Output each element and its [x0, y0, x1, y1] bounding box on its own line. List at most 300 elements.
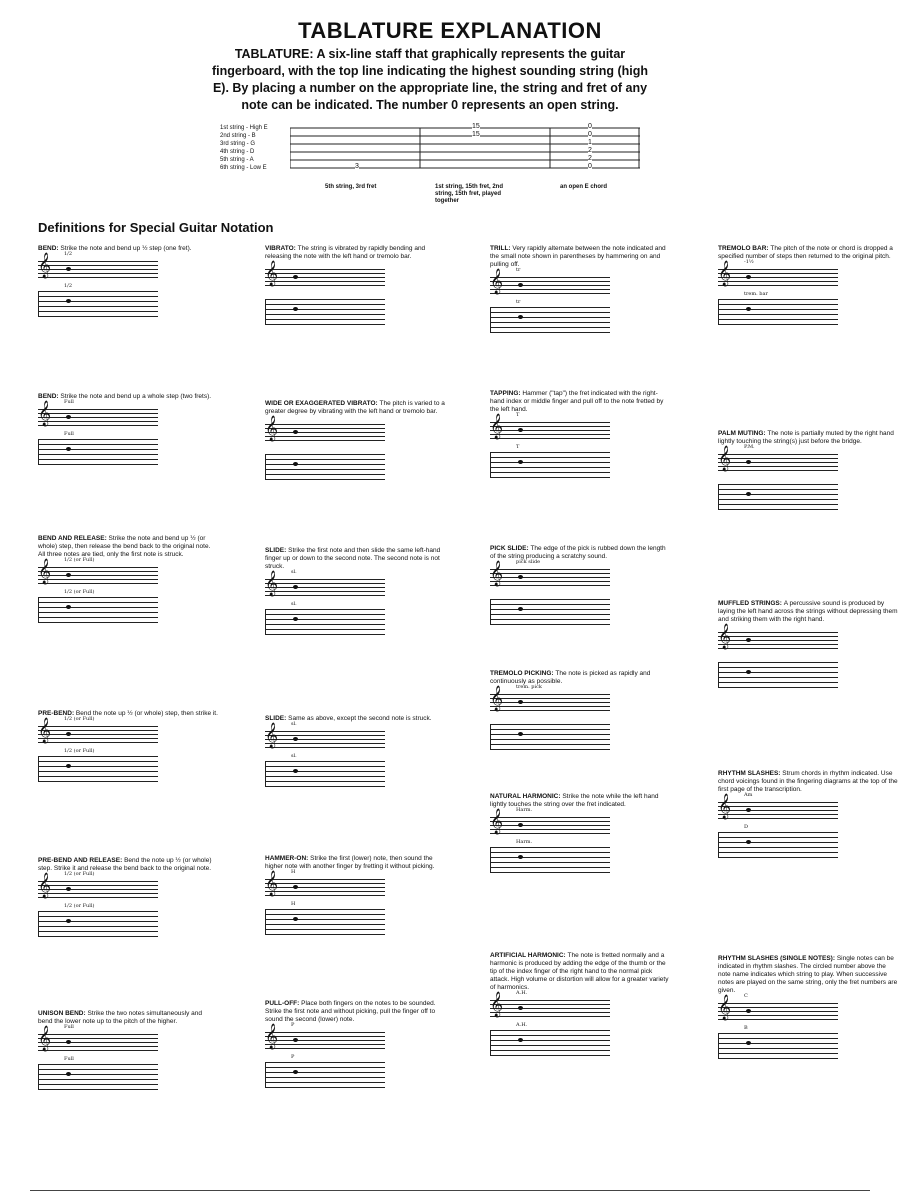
tab-line: [38, 607, 158, 608]
string-label: 1st string - High E: [220, 125, 268, 131]
staff-line: [265, 579, 385, 580]
staff-line: [490, 694, 610, 695]
tab-line: [490, 452, 610, 453]
note-head: [293, 585, 298, 589]
tab-line: [38, 921, 158, 922]
notation-term: ARTIFICIAL HARMONIC:: [490, 952, 568, 959]
bar-line: [718, 832, 719, 857]
tab-line: [38, 449, 158, 450]
page-title: TABLATURE EXPLANATION: [298, 18, 602, 43]
staff-line: [265, 1040, 385, 1041]
notation-description: [490, 952, 670, 992]
tab-line: [38, 444, 158, 445]
staff-line: [265, 424, 385, 425]
bar-line: [265, 454, 266, 479]
fret-number: 2: [588, 147, 592, 154]
notation-term: UNISON BEND:: [38, 1010, 88, 1017]
tab-annotation: 1/2 (or Full): [64, 589, 95, 595]
notation-annotation: trem. pick: [516, 684, 542, 690]
tab-line: [38, 761, 158, 762]
staff-line: [718, 281, 838, 282]
staff-line: [265, 887, 385, 888]
bar-line: [265, 761, 266, 786]
music-staff: [718, 993, 843, 1025]
tab-marker: [518, 732, 523, 736]
staff-line: [265, 739, 385, 740]
staff-line: [265, 269, 385, 270]
tab-marker: [293, 769, 298, 773]
music-staff: [718, 624, 843, 654]
tab-line: [265, 934, 385, 935]
tab-line: [38, 931, 158, 932]
staff-line: [490, 573, 610, 574]
tab-annotation: Full: [64, 1056, 74, 1062]
tab-marker: [66, 919, 71, 923]
staff-line: [38, 742, 158, 743]
tab-line: [718, 687, 838, 688]
note-head: [293, 737, 298, 741]
bar-line: [265, 609, 266, 634]
tab-line: [718, 857, 838, 858]
tab-staff: [38, 589, 163, 623]
notation-term: MUFFLED STRINGS:: [718, 600, 784, 607]
staff-line: [265, 277, 385, 278]
tab-staff: [718, 480, 843, 510]
tab-line: [38, 597, 158, 598]
staff-line: [718, 454, 838, 455]
staff-line: [490, 1000, 610, 1001]
bar-line: [490, 307, 491, 332]
tab-staff: [265, 295, 390, 325]
staff-line: [38, 413, 158, 414]
tab-line: [490, 1055, 610, 1056]
note-head: [66, 1040, 71, 1044]
tab-line: [718, 667, 838, 668]
tab-marker: [293, 617, 298, 621]
staff-line: [265, 591, 385, 592]
staff-line: [265, 1036, 385, 1037]
notation-example: [38, 1010, 218, 1090]
staff-line: [265, 428, 385, 429]
treble-clef-icon: 𝄞: [38, 401, 52, 426]
notation-term: TAPPING:: [490, 390, 523, 397]
fret-number: 15: [472, 123, 480, 130]
staff-line: [490, 710, 610, 711]
notation-definition: Very rapidly alternate between the note indicated and the small note shown in parentheses by hammering on and pulling off.: [490, 245, 666, 268]
tab-line: [490, 749, 610, 750]
tab-line: [265, 304, 385, 305]
caption: an open E chord: [560, 184, 608, 190]
tab-staff: [38, 1056, 163, 1090]
staff-line: [718, 273, 838, 274]
notation-definition: Strum chords in rhythm indicated. Use chord voicings found in the fingering diagrams at the top of the first page of the transcription.: [718, 770, 898, 793]
notation-definition: Bend the note up ½ (or whole) step. Strike it and release the bend back to the original note.: [38, 857, 212, 872]
staff-line: [265, 1032, 385, 1033]
tab-annotation: Harm.: [516, 839, 533, 845]
notation-annotation: T: [516, 412, 520, 418]
tab-line: [718, 484, 838, 485]
tab-line: [490, 327, 610, 328]
staff-line: [718, 814, 838, 815]
tab-line: [490, 599, 610, 600]
bar-line: [38, 291, 39, 316]
staff-line: [718, 285, 838, 286]
tab-staff: [38, 283, 163, 317]
tab-line: [490, 847, 610, 848]
bar-line: [265, 909, 266, 934]
staff-line: [265, 595, 385, 596]
notation-term: RHYTHM SLASHES:: [718, 770, 783, 777]
notation-annotation: Full: [64, 1024, 74, 1030]
tab-line: [718, 509, 838, 510]
notation-example: [265, 1000, 445, 1088]
tab-line: [490, 332, 610, 333]
notation-example: [265, 715, 445, 787]
staff-line: [490, 706, 610, 707]
tab-staff: [490, 444, 615, 478]
tab-staff: [718, 1025, 843, 1059]
staff-line: [490, 569, 610, 570]
treble-clef-icon: 𝄞: [490, 414, 504, 439]
staff-line: [265, 731, 385, 732]
tab-line: [718, 314, 838, 315]
tab-line: [718, 319, 838, 320]
tab-annotation: sl.: [291, 753, 297, 759]
staff-line: [490, 1004, 610, 1005]
notation-annotation: sl.: [291, 721, 297, 727]
staff-line: [490, 277, 610, 278]
notation-annotation: Harm.: [516, 807, 533, 813]
treble-clef-icon: 𝄞: [490, 561, 504, 586]
notation-definition: Strike the note and bend up ½ (or whole) step, then release the bend back to the original note. All three notes are tied, only the first note is struck.: [38, 535, 211, 558]
tab-line: [490, 734, 610, 735]
notation-annotation: P.M.: [744, 444, 755, 450]
staff-line: [38, 1038, 158, 1039]
tab-line: [265, 909, 385, 910]
tab-line: [490, 322, 610, 323]
music-staff: [38, 557, 163, 589]
note-head: [518, 428, 523, 432]
treble-clef-icon: 𝄞: [265, 416, 279, 441]
staff-line: [38, 277, 158, 278]
tab-line: [265, 766, 385, 767]
intro-text: A six-line staff that graphically represents the guitar fingerboard, with the top line indicating the highest sounding string (high E). By placing a number on the appropriate line, the string and fret of any note can be indicated. The number 0 represents an open string.: [211, 47, 649, 112]
staff-line: [265, 285, 385, 286]
note-head: [746, 638, 751, 642]
staff-line: [490, 1012, 610, 1013]
caption: 1st string, 15th fret, 2nd string, 15th fret, played together: [435, 184, 504, 204]
bar-line: [265, 299, 266, 324]
tab-line: [265, 1072, 385, 1073]
music-staff: [265, 261, 390, 291]
tab-line: [490, 1045, 610, 1046]
notation-definition: The string is vibrated by rapidly bending and releasing the note with the left hand or tremolo bar.: [265, 245, 426, 260]
section-heading: Definitions for Special Guitar Notation: [38, 220, 274, 235]
tab-marker: [746, 1041, 751, 1045]
notation-term: BEND AND RELEASE:: [38, 535, 109, 542]
tab-annotation: P: [291, 1054, 295, 1060]
tab-line: [265, 786, 385, 787]
tab-line: [490, 467, 610, 468]
tab-line: [718, 1058, 838, 1059]
music-staff: [490, 559, 615, 591]
string-labels: [220, 124, 268, 172]
tab-line: [490, 872, 610, 873]
tab-staff: [490, 839, 615, 873]
notation-example: [490, 952, 670, 1056]
tab-line: [265, 624, 385, 625]
staff-line: [38, 881, 158, 882]
tab-staff: [490, 299, 615, 333]
notation-term: TRILL:: [490, 245, 513, 252]
tab-line: [265, 314, 385, 315]
notation-term: WIDE OR EXAGGERATED VIBRATO:: [265, 400, 380, 407]
staff-line: [38, 261, 158, 262]
notation-annotation: Full: [64, 399, 74, 405]
tab-line: [265, 629, 385, 630]
staff-line: [265, 879, 385, 880]
staff-line: [265, 432, 385, 433]
staff-line: [490, 293, 610, 294]
notation-definition: Strike the first note and then slide the same left-hand finger up or down to the second note. The second note is not struck.: [265, 547, 441, 570]
tab-line: [265, 634, 385, 635]
string-label: 2nd string - B: [220, 133, 256, 139]
notation-example: [718, 770, 898, 858]
music-staff: [265, 721, 390, 753]
staff-line: [38, 583, 158, 584]
tab-line: [38, 766, 158, 767]
tab-line: [38, 459, 158, 460]
bar-line: [718, 1033, 719, 1058]
tab-staff: [718, 291, 843, 325]
tab-line: [490, 724, 610, 725]
notation-annotation: 1/2: [64, 251, 73, 257]
tab-marker: [293, 917, 298, 921]
notation-term: PRE-BEND:: [38, 710, 76, 717]
staff-line: [265, 440, 385, 441]
staff-line: [490, 1008, 610, 1009]
tab-line: [38, 1084, 158, 1085]
fret-number: 15: [472, 131, 480, 138]
staff-line: [718, 644, 838, 645]
notation-annotation: 1/2 (or Full): [64, 716, 95, 722]
tab-staff: [718, 824, 843, 858]
notation-example: [490, 793, 670, 873]
tab-annotation: 1/2: [64, 283, 73, 289]
tab-annotation: B: [744, 1025, 748, 1031]
tab-line: [718, 299, 838, 300]
notation-definition: The note is picked as rapidly and continuously as possible.: [490, 670, 651, 685]
tab-line: [38, 612, 158, 613]
tab-line: [718, 1038, 838, 1039]
notation-annotation: sl.: [291, 569, 297, 575]
tab-line: [490, 609, 610, 610]
tab-line: [718, 837, 838, 838]
tab-line: [38, 936, 158, 937]
notation-definition: Hammer ("tap") the fret indicated with the right-hand index or middle finger and pull off to the note fretted by the left hand.: [490, 390, 664, 413]
tab-marker: [293, 307, 298, 311]
tab-line: [490, 729, 610, 730]
tab-marker: [66, 1072, 71, 1076]
staff-line: [718, 458, 838, 459]
tab-line: [718, 842, 838, 843]
staff-line: [490, 833, 610, 834]
tab-line: [38, 771, 158, 772]
tab-line: [718, 494, 838, 495]
tab-line: [38, 306, 158, 307]
treble-clef-icon: 𝄞: [490, 992, 504, 1017]
notation-example: [38, 857, 218, 937]
staff-line: [38, 726, 158, 727]
note-head: [746, 808, 751, 812]
staff-line: [718, 640, 838, 641]
music-staff: [265, 416, 390, 446]
notation-term: PULL-OFF:: [265, 1000, 302, 1007]
tab-line: [265, 761, 385, 762]
notation-definition: Bend the note up ½ (or whole) step, then strike it.: [75, 710, 218, 717]
notation-term: TREMOLO BAR:: [718, 245, 771, 252]
fret-number: 0: [588, 123, 592, 130]
treble-clef-icon: 𝄞: [38, 873, 52, 898]
fret-number: 1: [588, 139, 592, 146]
tab-line: [38, 1089, 158, 1090]
tab-line: [490, 852, 610, 853]
treble-clef-icon: 𝄞: [38, 718, 52, 743]
notation-definition: Same as above, except the second note is struck.: [288, 715, 432, 722]
staff-line: [718, 462, 838, 463]
notation-example: [38, 245, 218, 317]
music-staff: [490, 807, 615, 839]
staff-line: [38, 579, 158, 580]
tab-line: [718, 1048, 838, 1049]
notation-example: [718, 430, 898, 510]
tab-line: [490, 472, 610, 473]
notation-annotation: P: [291, 1022, 295, 1028]
staff-line: [490, 430, 610, 431]
staff-line: [490, 825, 610, 826]
staff-line: [718, 802, 838, 803]
staff-line: [38, 893, 158, 894]
tab-line: [718, 847, 838, 848]
notation-definition: The note is partially muted by the right hand lightly touching the string(s) just before the bridge.: [718, 430, 894, 445]
tab-annotation: trem. bar: [744, 291, 768, 297]
music-staff: [490, 684, 615, 716]
tab-marker: [746, 307, 751, 311]
tab-annotation: A.H.: [516, 1022, 528, 1028]
staff-line: [38, 734, 158, 735]
note-head: [66, 267, 71, 271]
music-staff: [718, 259, 843, 291]
notation-example: [38, 710, 218, 782]
notation-description: [718, 600, 898, 624]
tab-staff: [718, 658, 843, 688]
tab-line: [718, 1033, 838, 1034]
tab-line: [38, 1069, 158, 1070]
music-staff: [38, 871, 163, 903]
tab-line: [38, 781, 158, 782]
bar-line: [265, 1062, 266, 1087]
tab-line: [265, 464, 385, 465]
notation-example: [265, 855, 445, 935]
notation-example: [265, 547, 445, 635]
tab-line: [718, 489, 838, 490]
tab-line: [265, 609, 385, 610]
treble-clef-icon: 𝄞: [490, 809, 504, 834]
notation-annotation: H: [291, 869, 296, 875]
staff-line: [265, 891, 385, 892]
staff-line: [490, 817, 610, 818]
tab-line: [718, 1043, 838, 1044]
tab-line: [38, 602, 158, 603]
tab-line: [490, 1030, 610, 1031]
staff-line: [38, 269, 158, 270]
staff-line: [718, 466, 838, 467]
tab-line: [265, 619, 385, 620]
notation-description: [718, 770, 898, 794]
tab-line: [265, 1062, 385, 1063]
tab-line: [718, 672, 838, 673]
music-staff: [718, 792, 843, 824]
tab-line: [265, 929, 385, 930]
tab-line: [718, 309, 838, 310]
notation-definition: A percussive sound is produced by laying the left hand across the strings without depressing them and striking them with the right hand.: [718, 600, 898, 623]
staff-line: [38, 1050, 158, 1051]
tab-line: [718, 682, 838, 683]
tab-annotation: 1/2 (or Full): [64, 903, 95, 909]
note-head: [66, 732, 71, 736]
music-staff: [490, 267, 615, 299]
notation-description: [265, 245, 445, 261]
tab-line: [718, 499, 838, 500]
staff-line: [718, 269, 838, 270]
treble-clef-icon: 𝄞: [38, 1026, 52, 1051]
tab-marker: [293, 462, 298, 466]
staff-line: [38, 421, 158, 422]
tab-annotation: D: [744, 824, 749, 830]
tab-marker: [66, 764, 71, 768]
staff-line: [490, 1016, 610, 1017]
notation-term: BEND:: [38, 393, 61, 400]
notation-example: [490, 545, 670, 625]
notation-term: TREMOLO PICKING:: [490, 670, 556, 677]
treble-clef-icon: 𝄞: [718, 995, 732, 1020]
notation-definition: Single notes can be indicated in rhythm slashes. The circled number above the note name indicates which string to play. When successive notes are played on the same string, only the fret numbers are given.: [718, 955, 898, 994]
tab-line: [38, 454, 158, 455]
treble-clef-icon: 𝄞: [265, 261, 279, 286]
staff-line: [718, 1011, 838, 1012]
tab-line: [490, 457, 610, 458]
bar-line: [38, 756, 39, 781]
tab-annotation: tr: [516, 299, 521, 305]
staff-line: [490, 285, 610, 286]
staff-line: [265, 436, 385, 437]
tab-line: [490, 477, 610, 478]
notation-example: [490, 670, 670, 750]
tab-line: [265, 309, 385, 310]
staff-line: [490, 577, 610, 578]
tab-line: [490, 307, 610, 308]
tab-line: [38, 311, 158, 312]
tab-line: [38, 1079, 158, 1080]
notation-definition: Place both fingers on the notes to be sounded. Strike the first note and without picking, pull the finger off to sound the second (lower) note.: [265, 1000, 436, 1023]
music-staff: [718, 444, 843, 476]
treble-clef-icon: 𝄞: [265, 723, 279, 748]
tab-marker: [518, 315, 523, 319]
tab-line: [265, 919, 385, 920]
tab-annotation: sl.: [291, 601, 297, 607]
tab-line: [38, 439, 158, 440]
tab-line: [265, 614, 385, 615]
